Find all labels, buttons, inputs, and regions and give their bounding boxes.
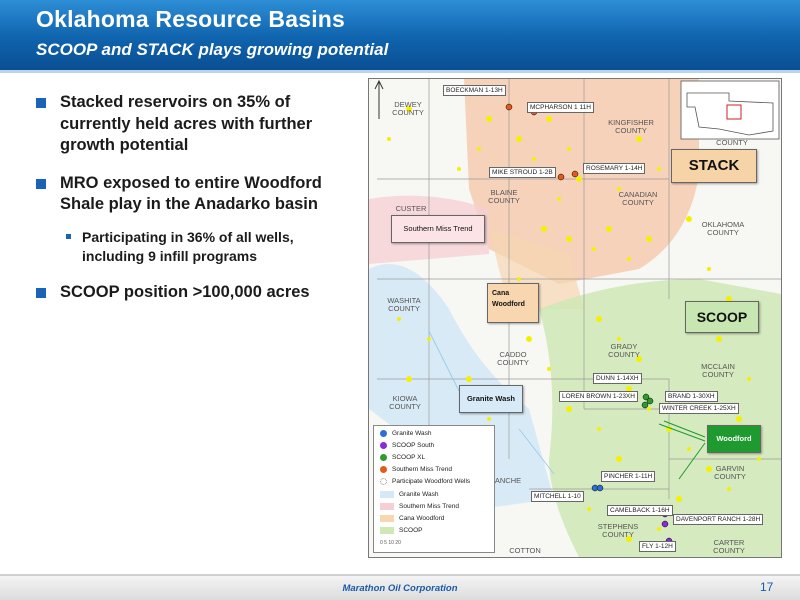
legend-row <box>380 515 444 522</box>
stack-tag: STACK <box>671 149 757 183</box>
bullet-square-icon <box>36 98 46 108</box>
scoop-swatch-icon <box>380 527 394 534</box>
county-label-carter: CARTER COUNTY <box>713 538 745 555</box>
sub-bullet-square-icon <box>66 234 71 239</box>
woodford-tag: Woodford <box>707 425 761 453</box>
oklahoma-basin-map <box>368 78 782 558</box>
legend-label: SCOOP XL <box>392 454 426 462</box>
county-label-cotton: COTTON <box>509 546 541 555</box>
page-number: 17 <box>760 580 774 594</box>
legend-label: Participate Woodford Wells <box>392 478 471 486</box>
county-label-dewey: DEWEY COUNTY <box>392 100 424 117</box>
orange-dot-icon <box>380 466 387 473</box>
county-label-grady: GRADY COUNTY <box>608 342 640 359</box>
well-label-rosemary: ROSEMARY 1-14H <box>583 163 645 174</box>
well-label-dunn: DUNN 1-14XH <box>593 373 642 384</box>
county-label-top: COUNTY <box>716 138 748 147</box>
legend-label: SCOOP South <box>392 442 435 450</box>
county-label-garvin: GARVIN COUNTY <box>714 464 746 481</box>
sub-bullet-text: Participating in 36% of all wells, including 9 infill programs <box>82 228 294 264</box>
county-label-canadian: CANADIAN COUNTY <box>618 190 658 207</box>
legend-label: Southern Miss Trend <box>392 466 452 474</box>
slide-footer <box>0 576 800 600</box>
legend-label: Granite Wash <box>399 491 439 499</box>
county-label-oklahoma: OKLAHOMA COUNTY <box>701 220 745 237</box>
well-label-boeckman: BOECKMAN 1-13H <box>443 85 506 96</box>
legend-label: Southern Miss Trend <box>399 503 459 511</box>
county-label-washita: WASHITA COUNTY <box>387 296 421 313</box>
legend-row <box>380 491 439 498</box>
cana-woodford-tag: Cana Woodford <box>487 283 539 323</box>
bullet-text: Stacked reservoirs on 35% of currently held acres with further growth potential <box>60 93 313 154</box>
bullet-item <box>36 282 336 304</box>
well-label-davenport: DAVENPORT RANCH 1-28H <box>673 514 763 525</box>
well-label-loren-brown: LOREN BROWN 1-23XH <box>559 391 638 402</box>
county-label-kiowa: KIOWA COUNTY <box>389 394 421 411</box>
bullet-square-icon <box>36 179 46 189</box>
legend-label: Cana Woodford <box>399 515 445 523</box>
bullet-item <box>36 173 336 216</box>
bullet-list <box>36 92 336 319</box>
slide-subtitle: SCOOP and STACK plays growing potential <box>36 40 389 59</box>
county-label-caddo: CADDO COUNTY <box>497 350 529 367</box>
well-label-winter-creek: WINTER CREEK 1-25XH <box>659 403 739 414</box>
bullet-text: MRO exposed to entire Woodford Shale play in the Anadarko basin <box>60 173 322 213</box>
legend-row <box>380 430 432 437</box>
county-label-stephens: STEPHENS COUNTY <box>597 522 639 539</box>
county-label-comanche: ANCHE <box>494 476 522 485</box>
southern-miss-swatch-icon <box>380 503 394 510</box>
well-label-brand: BRAND 1-30XH <box>665 391 718 402</box>
map-legend <box>373 425 495 553</box>
legend-label: Granite Wash <box>392 430 432 438</box>
granite-swatch-icon <box>380 491 394 498</box>
blue-dot-icon <box>380 430 387 437</box>
bullet-square-icon <box>36 288 46 298</box>
slide-title: Oklahoma Resource Basins <box>36 6 346 32</box>
sub-bullet-item <box>36 228 336 266</box>
county-label-mcclain: MCCLAIN COUNTY <box>701 362 735 379</box>
legend-row <box>380 442 434 449</box>
bullet-text: SCOOP position >100,000 acres <box>60 282 310 301</box>
well-label-camelback: CAMELBACK 1-16H <box>607 505 673 516</box>
well-label-fly: FLY 1-12H <box>639 541 676 552</box>
scoop-tag: SCOOP <box>685 301 759 333</box>
legend-label: SCOOP <box>399 527 423 535</box>
bullet-item <box>36 92 336 157</box>
green-dot-icon <box>380 454 387 461</box>
scale-bar: 0 5 10 20 <box>380 540 401 546</box>
well-label-mike-stroud: MIKE STROUD 1-2B <box>489 167 556 178</box>
county-label-kingfisher: KINGFISHER COUNTY <box>608 118 654 135</box>
slide-header <box>0 0 800 70</box>
legend-row <box>380 527 422 534</box>
granite-wash-tag: Granite Wash <box>459 385 523 413</box>
legend-row <box>380 478 470 485</box>
well-label-mcpharson: MCPHARSON 1 11H <box>527 102 594 113</box>
legend-row <box>380 466 452 473</box>
cana-swatch-icon <box>380 515 394 522</box>
county-label-blaine: BLAINE COUNTY <box>488 188 520 205</box>
well-label-mitchell: MITCHELL 1-10 <box>531 491 584 502</box>
legend-row <box>380 454 425 461</box>
well-label-pincher: PINCHER 1-11H <box>601 471 655 482</box>
header-divider <box>0 70 800 73</box>
southern-miss-tag: Southern Miss Trend <box>391 215 485 243</box>
county-label-custer: CUSTER <box>395 204 427 213</box>
legend-row <box>380 503 459 510</box>
well-symbol-icon <box>380 478 387 485</box>
company-name: Marathon Oil Corporation <box>342 583 458 594</box>
purple-dot-icon <box>380 442 387 449</box>
